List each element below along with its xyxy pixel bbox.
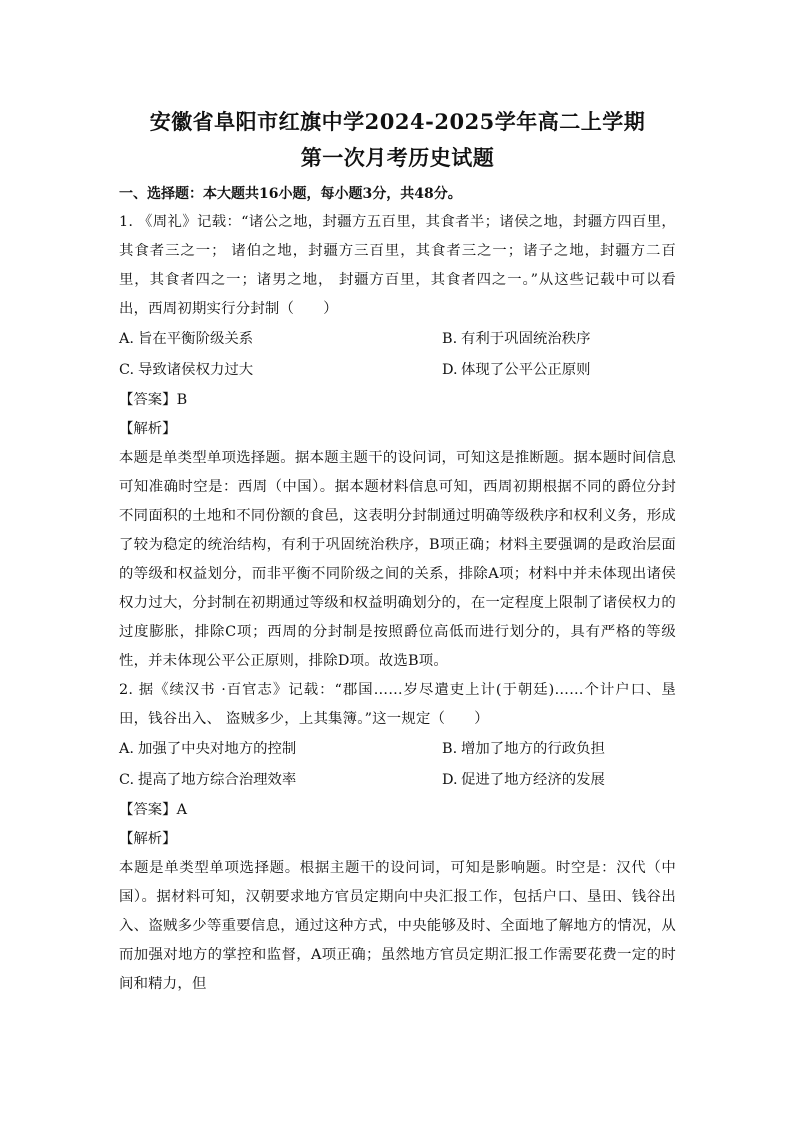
option-text: 加强了中央对地方的控制 — [138, 741, 297, 757]
option-letter: C. — [119, 772, 135, 788]
option-c — [119, 355, 442, 386]
option-text: 提高了地方综合治理效率 — [138, 772, 297, 788]
option-a — [119, 324, 442, 355]
option-text: 促进了地方经济的发展 — [461, 772, 605, 788]
analysis-text: 本题是单类型单项选择题。据本题主题干的设问词，可知这是推断题。据本题时间信息可知准确时空是：西周（中国）。据本题材料信息可知，西周初期根据不同的爵位分封不同面积的土地和不同份额的食邑，这表明分封制通过明确等级秩序和权利义务，形成了较为稳定的统治结构，有利于巩固统治秩序，B项正确；材料主要强调的是政治层面的等级和权益划分，而非平衡不同阶级之间的关系，排除A项；材料中并未体现出诸侯权力过大，分封制在初期通过等级和权益明确划分的，在一定程度上限制了诸侯权力的过度膨胀，排除C项；西周的分封制是按照爵位高低而进行划分的，具有严格的等级性，并未体现公平公正原则，排除D项。故选B项。 — [119, 450, 676, 669]
document-title-line-2: 第一次月考历史试题 — [300, 145, 495, 170]
section-heading-multiple-choice: 一、选择题：本大题共16小题，每小题3分，共48分。 — [119, 186, 462, 202]
option-letter: D. — [442, 772, 458, 788]
document-title-line-1: 安徽省阜阳市红旗中学2024-2025学年高二上学期 — [149, 109, 646, 134]
option-letter: B. — [442, 741, 458, 757]
option-b — [442, 734, 676, 765]
answer: 【答案】B — [119, 392, 188, 408]
analysis-text: 本题是单类型单项选择题。根据主题干的设问词，可知是影响题。时空是：汉代（中国）。据材料可知，汉朝要求地方官员定期向中央汇报工作，包括户口、垦田、钱谷出入、盗贼多少等重要信息，通过这种方式，中央能够及时、全面地了解地方的情况，从而加强对地方的掌控和监督，A项正确；虽然地方官员定期汇报工作需要花费一定的时间和精力，但 — [119, 860, 676, 992]
option-text: 导致诸侯权力过大 — [138, 362, 254, 378]
option-text: 旨在平衡阶级关系 — [138, 331, 254, 347]
question-stem: 1. 《周礼》记载：“诸公之地，封疆方五百里，其食者半；诸侯之地，封疆方四百里，其食者三之一； 诸伯之地，封疆方三百里，其食者三之一；诸子之地，封疆方二百里，其食者四之一；诸男之地， 封疆方百里，其食者四之一。”从这些记载中可以看出，西周初期实行分封制（ ） — [119, 214, 676, 317]
question-options — [119, 324, 676, 386]
question-1 — [119, 208, 676, 676]
option-b — [442, 324, 676, 355]
question-2 — [119, 676, 676, 999]
question-options — [119, 734, 676, 796]
option-letter: B. — [442, 331, 458, 347]
analysis-label: 【解析】 — [119, 421, 177, 437]
option-letter: A. — [119, 741, 134, 757]
option-letter: D. — [442, 362, 458, 378]
option-letter: A. — [119, 331, 134, 347]
option-text: 体现了公平公正原则 — [461, 362, 591, 378]
answer: 【答案】A — [119, 802, 187, 818]
option-d — [442, 765, 676, 796]
option-d — [442, 355, 676, 386]
option-a — [119, 734, 442, 765]
option-text: 增加了地方的行政负担 — [461, 741, 605, 757]
question-stem: 2. 据《续汉书 ·百官志》记载：“郡国……岁尽遣吏上计(于朝廷)……个计户口、垦田，钱谷出入、 盗贼多少，上其集簿。”这一规定（ ） — [119, 682, 676, 727]
option-letter: C. — [119, 362, 135, 378]
option-c — [119, 765, 442, 796]
option-text: 有利于巩固统治秩序 — [461, 331, 591, 347]
analysis-label: 【解析】 — [119, 831, 177, 847]
